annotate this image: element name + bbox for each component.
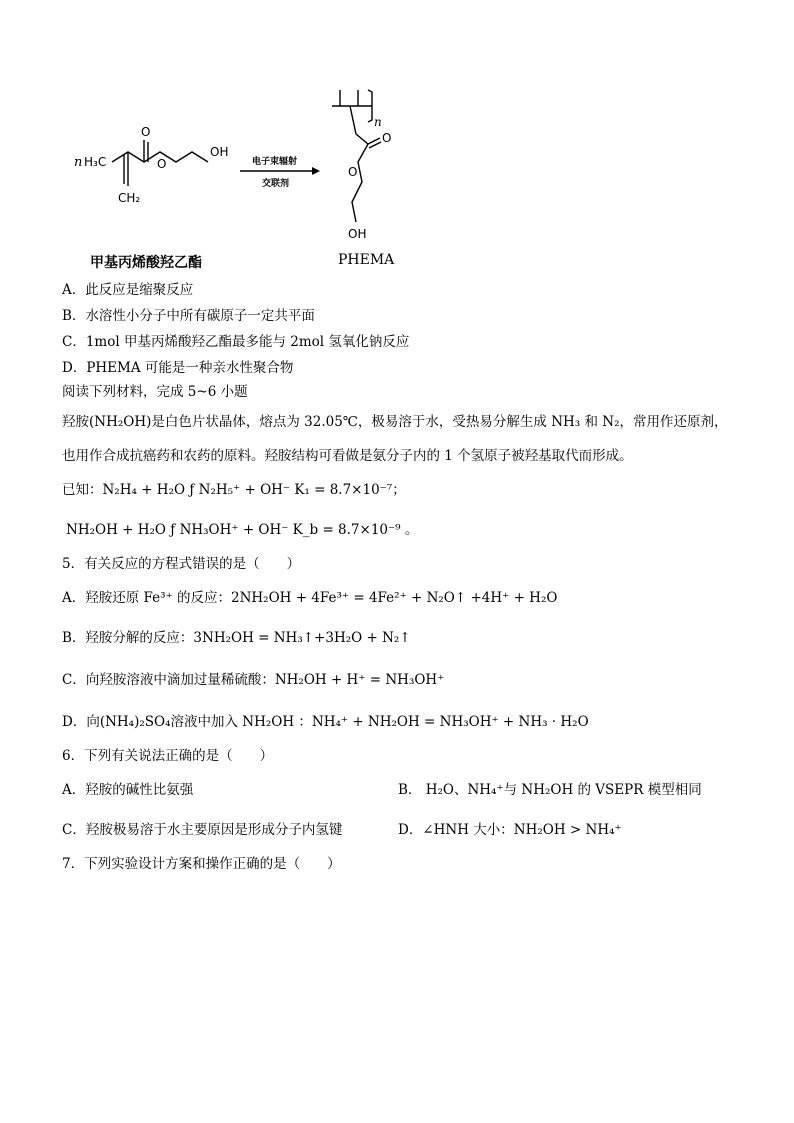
- q4-option-c: C．1mol 甲基丙烯酸羟乙酯最多能与 2mol 氢氧化钠反应: [62, 334, 410, 350]
- product-ester-o: O: [348, 165, 358, 179]
- q7-stem: 7．下列实验设计方案和操作正确的是（ ）: [62, 856, 341, 872]
- arrow-bottom-label: 交联剂: [262, 179, 290, 189]
- arrow-top-label: 电子束辐射: [252, 157, 298, 167]
- q5-option-c: C．向羟胺溶液中滴加过量稀硫酸：NH₂OH + H⁺ = NH₃OH⁺: [62, 672, 445, 688]
- ch2-label: CH₂: [118, 191, 141, 205]
- reading-p2: 也用作合成抗癌药和农药的原料。羟胺结构可看做是氨分子内的 1 个氢原子被羟基取代而形成。: [62, 448, 633, 464]
- reading-k2: NH₂OH + H₂O ƒ NH₃OH⁺ + OH⁻ K_b = 8.7×10⁻⁹ 。: [66, 522, 419, 538]
- reactant-caption: 甲基丙烯酸羟乙酯: [90, 255, 202, 271]
- product-caption: PHEMA: [338, 252, 395, 268]
- ester-o: O: [157, 157, 167, 171]
- q6-option-c: C．羟胺极易溶于水主要原因是形成分子内氢键: [62, 822, 343, 838]
- carbonyl-o: O: [141, 125, 151, 139]
- oh-label-right: OH: [348, 227, 367, 241]
- n-label: n: [74, 155, 83, 170]
- q4-option-a: A．此反应是缩聚反应: [62, 282, 194, 298]
- q5-option-b: B．羟胺分解的反应：3NH₂OH = NH₃↑+3H₂O + N₂↑: [62, 630, 411, 646]
- q4-option-d: D．PHEMA 可能是一种亲水性聚合物: [62, 360, 294, 376]
- n-subscript: n: [374, 115, 382, 129]
- reading-k1: 已知：N₂H₄ + H₂O ƒ N₂H₅⁺ + OH⁻ K₁ = 8.7×10⁻⁷；: [62, 482, 406, 498]
- q5-option-d: D．向(NH₄)₂SO₄溶液中加入 NH₂OH ：NH₄⁺ + NH₂OH = NH₃OH⁺ + NH₃ · H₂O: [62, 714, 589, 730]
- product-skeleton: [350, 106, 368, 222]
- q6-stem: 6．下列有关说法正确的是（ ）: [62, 748, 274, 764]
- reading-p1: 羟胺(NH₂OH)是白色片状晶体，熔点为 32.05℃，极易溶于水，受热易分解生成 NH₃ 和 N₂，常用作还原剂，: [62, 414, 728, 430]
- h3c-label: H₃C: [84, 155, 107, 169]
- q6-option-b: B． H₂O、NH₄⁺与 NH₂OH 的 VSEPR 模型相同: [398, 782, 702, 798]
- reading-intro: 阅读下列材料，完成 5~6 小题: [62, 384, 248, 400]
- q4-option-b: B．水溶性小分子中所有碳原子一定共平面: [62, 308, 315, 324]
- q5-option-a: A．羟胺还原 Fe³⁺ 的反应：2NH₂OH + 4Fe³⁺ = 4Fe²⁺ + N₂O↑ +4H⁺ + H₂O: [62, 590, 558, 606]
- product-carbonyl-o: O: [382, 131, 392, 145]
- oh-label-left: OH: [210, 145, 229, 159]
- q6-option-a: A．羟胺的碱性比氨强: [62, 782, 194, 798]
- q5-stem: 5．有关反应的方程式错误的是（ ）: [62, 556, 301, 572]
- q6-option-d: D．∠HNH 大小：NH₂OH > NH₄⁺: [398, 822, 622, 838]
